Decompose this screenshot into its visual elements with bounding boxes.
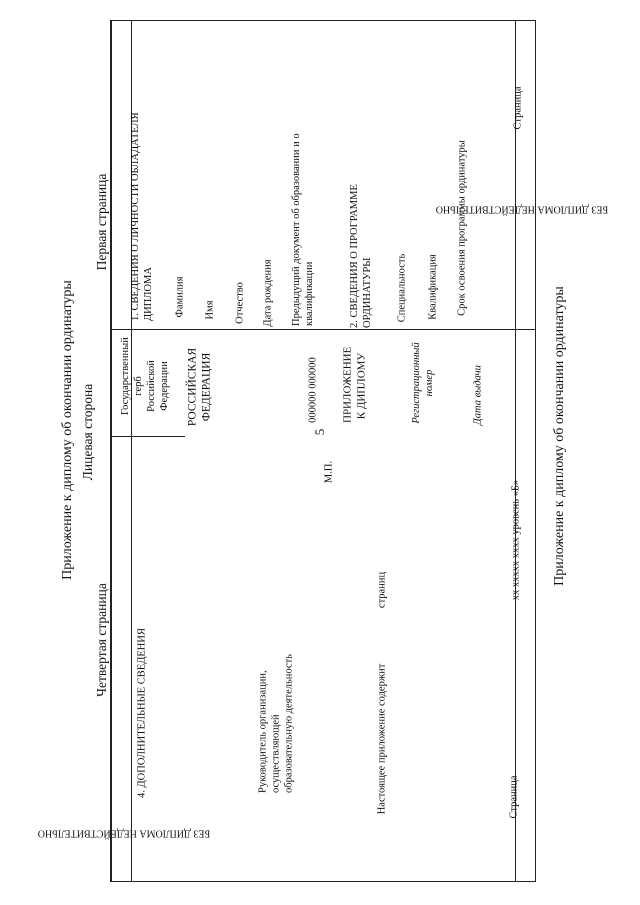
watermark-bottom: БЕЗ ДИПЛОМА НЕДЕЙСТВИТЕЛЬНО <box>37 827 211 839</box>
front-side-subtitle: Лицевая сторона <box>80 383 95 481</box>
level-line: хх ххххх хххх уровень «Б» <box>510 479 522 601</box>
fourth-page-label: Четвертая страница <box>94 583 109 697</box>
qualification-label: Квалификация <box>427 254 439 320</box>
fourth-first-divider <box>111 329 535 330</box>
document-title-top: Приложение к диплому об окончании ординатуры <box>60 280 75 580</box>
fourth-page-footer: Страница <box>508 775 520 819</box>
center-panel-divider <box>111 436 185 437</box>
appendix-form <box>110 20 536 882</box>
watermark-divider-right <box>515 21 516 881</box>
specialty-label: Специальность <box>396 253 408 323</box>
patronymic-label: Отчество <box>234 282 246 324</box>
name-label: Имя <box>204 300 216 320</box>
diploma-number: 000000 000000 <box>307 357 319 423</box>
document-title-bottom: Приложение к диплому об окончании ординатуры <box>552 286 567 586</box>
section-1-heading: 1. СВЕДЕНИЯ О ЛИЧНОСТИ ОБЛАДАТЕЛЯ ДИПЛОМА <box>129 112 154 321</box>
duration-label: Срок освоения программы ординатуры <box>456 140 468 316</box>
surname-label: Фамилия <box>174 276 186 318</box>
pages-word: страниц <box>376 571 388 609</box>
head-signature-label: Руководитель организации, осуществляющей образовательную деятельность <box>257 654 295 793</box>
watermark-top: БЕЗ ДИПЛОМА НЕДЕЙСТВИТЕЛЬНО <box>435 203 609 215</box>
issue-date-label: Дата выдачи <box>472 365 484 425</box>
previous-document-label: Предыдущий документ об образовании и о квалификации <box>290 133 315 326</box>
registration-number-label: Регистрационный номер <box>410 342 435 424</box>
birth-date-label: Дата рождения <box>262 259 274 327</box>
coat-of-arms-label: Государственный герб Российской Федерации <box>119 337 171 415</box>
column-divider-left <box>111 21 112 881</box>
first-page-footer: Страница <box>512 86 524 130</box>
pages-count-label: Настоящее приложение содержит <box>376 663 388 815</box>
appendix-label: ПРИЛОЖЕНИЕ К ДИПЛОМУ <box>341 346 367 423</box>
stamp-label: М.П. <box>323 460 335 484</box>
first-page-label: Первая страница <box>94 173 109 271</box>
section-2-heading: 2. СВЕДЕНИЯ О ПРОГРАММЕ ОРДИНАТУРЫ <box>348 184 373 328</box>
country-name: РОССИЙСКАЯ ФЕДЕРАЦИЯ <box>186 347 213 427</box>
section-4-heading: 4. ДОПОЛНИТЕЛЬНЫЕ СВЕДЕНИЯ <box>136 628 148 798</box>
page-number: 5 <box>312 428 327 436</box>
